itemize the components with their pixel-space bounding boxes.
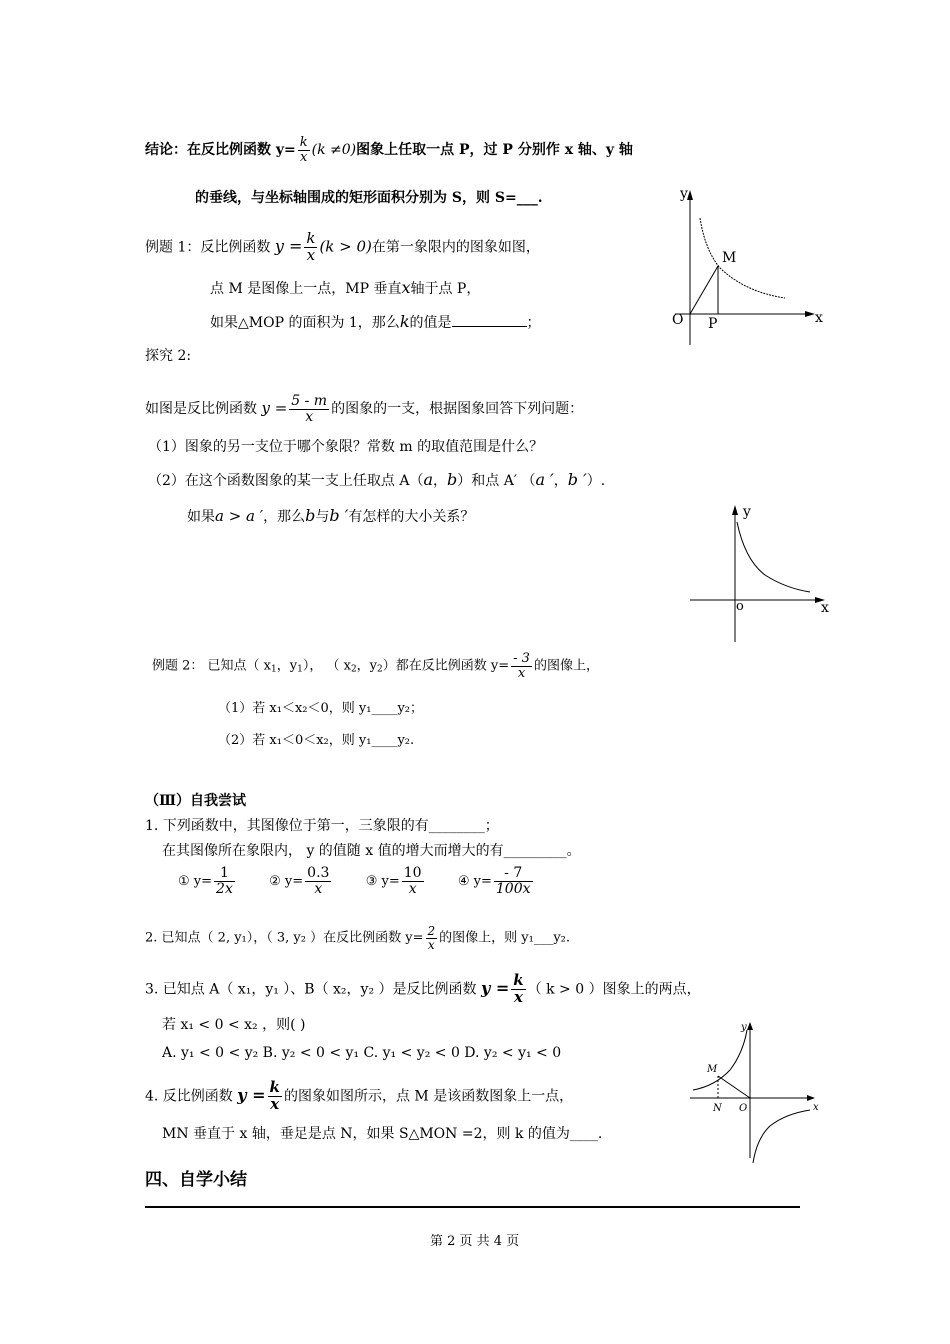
answer-blank[interactable] xyxy=(452,326,527,327)
y-eq: y = xyxy=(261,399,288,418)
explore2-q1: （1）图象的另一支位于哪个象限？常数 m 的取值范围是什么？ xyxy=(148,439,544,455)
frac-den: 2x xyxy=(216,880,233,897)
text: 与 xyxy=(315,509,330,525)
var: b ′ xyxy=(567,470,587,489)
section3-q1-line1: 1. 下列函数中，其图像位于第一，三象限的有________； xyxy=(145,818,499,834)
sub: 1 xyxy=(297,664,303,675)
sub: 2 xyxy=(350,664,357,675)
condition: a > a ′ xyxy=(215,507,264,525)
frac-den: x xyxy=(270,1094,280,1113)
frac-num: 2 xyxy=(427,924,436,938)
example1-y: y = xyxy=(274,236,303,256)
text: 的图像上， xyxy=(533,658,599,674)
option-fraction xyxy=(494,866,533,896)
conclusion-line2: 的垂线，与坐标轴围成的矩形面积分别为 S，则 S=___. xyxy=(195,190,543,206)
y-arrow xyxy=(747,1022,753,1030)
label-x: x xyxy=(815,310,823,326)
q4-fraction xyxy=(268,1080,282,1113)
explore2-q3 xyxy=(187,508,474,524)
frac-num: k xyxy=(269,1078,280,1096)
frac-den: x xyxy=(306,245,316,264)
example2-l1: （1）若 x₁＜x₂＜0，则 y₁____y₂； xyxy=(218,701,424,716)
frac-den: x xyxy=(517,665,526,681)
segment-mo xyxy=(718,1076,750,1098)
frac-den: x xyxy=(513,987,523,1006)
conclusion-cond: (k ≠0) xyxy=(311,142,357,159)
var-x: x xyxy=(401,278,411,297)
label-o: O xyxy=(739,1103,748,1114)
label-o: o xyxy=(736,599,744,614)
text: ， xyxy=(553,473,568,489)
label-x: x xyxy=(813,1102,819,1113)
section3-options xyxy=(178,866,535,896)
frac-den: x xyxy=(427,937,435,952)
text: ，y xyxy=(276,658,298,674)
label-m: M xyxy=(707,1064,718,1075)
hyperbola-curve xyxy=(700,218,785,298)
option-fraction xyxy=(305,866,331,896)
var: b xyxy=(305,506,316,525)
option-label: ① y= xyxy=(178,873,213,889)
example2-line1 xyxy=(152,652,599,680)
sub: 2 xyxy=(377,664,383,675)
text: 2. 已知点（ 2, y₁），（ 3, y₂ ）在反比例函数 y= xyxy=(145,930,424,946)
section3-q3-line1 xyxy=(145,973,701,1006)
section3-q4-line1 xyxy=(145,1080,573,1113)
hyperbola-branch xyxy=(737,522,810,592)
y-eq: y = xyxy=(480,978,510,998)
frac-num: 5 - m xyxy=(291,393,328,409)
text: 如图是反比例函数 xyxy=(145,401,257,418)
example2-l2: （2）若 x₁＜0＜x₂，则 y₁____y₂. xyxy=(218,733,415,748)
frac-den: x xyxy=(314,880,323,897)
text: 的图像上，则 y₁___y₂. xyxy=(439,930,571,946)
x-arrow xyxy=(807,1095,815,1101)
explore2-fraction xyxy=(289,394,329,424)
text: （2）在这个函数图象的某一支上任取点 A（ xyxy=(148,473,424,489)
section3-q4-line2: MN 垂直于 x 轴，垂足是点 N，如果 S△MON =2，则 k 的值为____. xyxy=(162,1126,603,1142)
y-eq: y = xyxy=(237,1085,266,1105)
text: 的图象的一支，根据图象回答下列问题： xyxy=(331,401,584,418)
text: 例题 2： 已知点（ x xyxy=(152,658,271,674)
option-label: ③ y= xyxy=(365,873,400,889)
example1-prefix: 例题 1：反比例函数 xyxy=(145,239,271,256)
page-footer: 第 2 页 共 4 页 xyxy=(430,1234,520,1249)
option-label: ② y= xyxy=(269,873,304,889)
q2-fraction xyxy=(426,925,438,951)
text: ，那么 xyxy=(263,509,306,525)
example1-cond: (k > 0) xyxy=(319,237,372,256)
frac-den: x xyxy=(408,880,417,897)
text: 轴于点 P， xyxy=(410,281,481,297)
option-4 xyxy=(457,865,535,897)
option-fraction xyxy=(402,866,424,896)
explore2-intro xyxy=(145,394,583,424)
option-fraction xyxy=(214,866,235,896)
text: ）和点 A′ （ xyxy=(457,473,536,489)
conclusion-suffix: 图象上任取一点 P，过 P 分别作 x 轴、y 轴 xyxy=(356,142,633,159)
example1-suffix: 在第一象限内的图象如图， xyxy=(371,239,540,256)
frac-den: 100x xyxy=(495,880,531,897)
sub: 1 xyxy=(271,664,277,675)
section3-q3-options: A. y₁ < 0 < y₂ B. y₂ < 0 < y₁ C. y₁ < y₂ < 0 D. y₂ < y₁ < 0 xyxy=(162,1045,562,1061)
label-x: x xyxy=(821,600,829,616)
var: a xyxy=(423,470,434,489)
text: ， xyxy=(433,473,448,489)
frac-num: 0.3 xyxy=(307,865,330,881)
x-arrow xyxy=(805,311,815,317)
frac-num: k xyxy=(299,135,308,150)
example1-line1 xyxy=(145,231,540,264)
text: 如果 xyxy=(187,509,215,525)
section4-title: 四、自学小结 xyxy=(145,1170,247,1190)
section3-q1-line2: 在其图像所在象限内， y 的值随 x 值的增大而增大的有_________。 xyxy=(162,843,581,859)
label-p: P xyxy=(708,316,718,332)
label-m: M xyxy=(722,250,737,266)
text: 有怎样的大小关系？ xyxy=(348,509,475,525)
example1-line3 xyxy=(210,314,541,330)
explore2-title: 探究 2: xyxy=(145,348,192,364)
frac-num: - 3 xyxy=(513,651,530,666)
text: ）， （ x xyxy=(302,658,351,674)
section3-title: （Ⅲ）自我尝试 xyxy=(145,793,247,809)
text: ，y xyxy=(356,658,378,674)
example1-fraction xyxy=(304,231,317,264)
frac-num: 1 xyxy=(214,866,235,882)
text: ； xyxy=(526,315,541,331)
frac-num: k xyxy=(513,971,524,989)
label-o: O xyxy=(672,312,684,328)
text: 的图象如图所示，点 M 是该函数图象上一点， xyxy=(283,1088,574,1105)
conclusion-prefix: 结论：在反比例函数 y= xyxy=(145,142,296,159)
segment-om xyxy=(690,266,718,314)
text: 4. 反比例函数 xyxy=(145,1088,233,1105)
example1-line2 xyxy=(210,280,480,296)
text: 点 M 是图像上一点，MP 垂直 xyxy=(210,281,402,297)
var-k: k xyxy=(399,312,410,331)
label-y: y xyxy=(743,504,751,520)
branch-right xyxy=(753,1110,810,1163)
example1-graph xyxy=(660,180,830,350)
var: b xyxy=(447,470,458,489)
label-n: N xyxy=(713,1103,722,1114)
text: ）都在反比例函数 y= xyxy=(382,658,510,674)
y-arrow xyxy=(732,505,738,515)
frac-num: - 7 xyxy=(494,866,533,882)
explore2-q2 xyxy=(148,472,605,488)
frac-den: x xyxy=(300,149,308,165)
example2-fraction xyxy=(511,652,532,680)
text: 如果△MOP 的面积为 1，那么 xyxy=(210,315,400,331)
section3-q2 xyxy=(145,925,570,951)
text: 3. 已知点 A（ x₁，y₁ ）、B（ x₂，y₂ ）是反比例函数 xyxy=(145,981,477,998)
frac-num: k xyxy=(306,229,316,247)
section-divider xyxy=(145,1206,800,1208)
explore2-graph xyxy=(685,500,840,650)
text: 的值是 xyxy=(409,315,452,331)
option-2 xyxy=(269,865,333,897)
section3-q3-line2: 若 x₁ < 0 < x₂ ，则( ) xyxy=(162,1017,306,1033)
conclusion-fraction xyxy=(298,136,310,164)
frac-den: x xyxy=(305,408,314,425)
option-3 xyxy=(365,865,426,897)
option-label: ④ y= xyxy=(457,873,492,889)
var: b ′ xyxy=(329,506,349,525)
label-y: y xyxy=(741,1022,747,1033)
var: a ′ xyxy=(535,470,554,489)
q3-fraction xyxy=(511,973,525,1006)
text: ）. xyxy=(586,473,606,489)
label-y: y xyxy=(680,186,688,202)
branch-left xyxy=(693,1030,747,1090)
text: （ k > 0 ）图象上的两点， xyxy=(527,981,701,998)
conclusion-line1 xyxy=(145,136,633,164)
frac-num: 10 xyxy=(403,865,422,881)
option-1 xyxy=(178,865,237,897)
q4-graph xyxy=(685,1018,830,1163)
